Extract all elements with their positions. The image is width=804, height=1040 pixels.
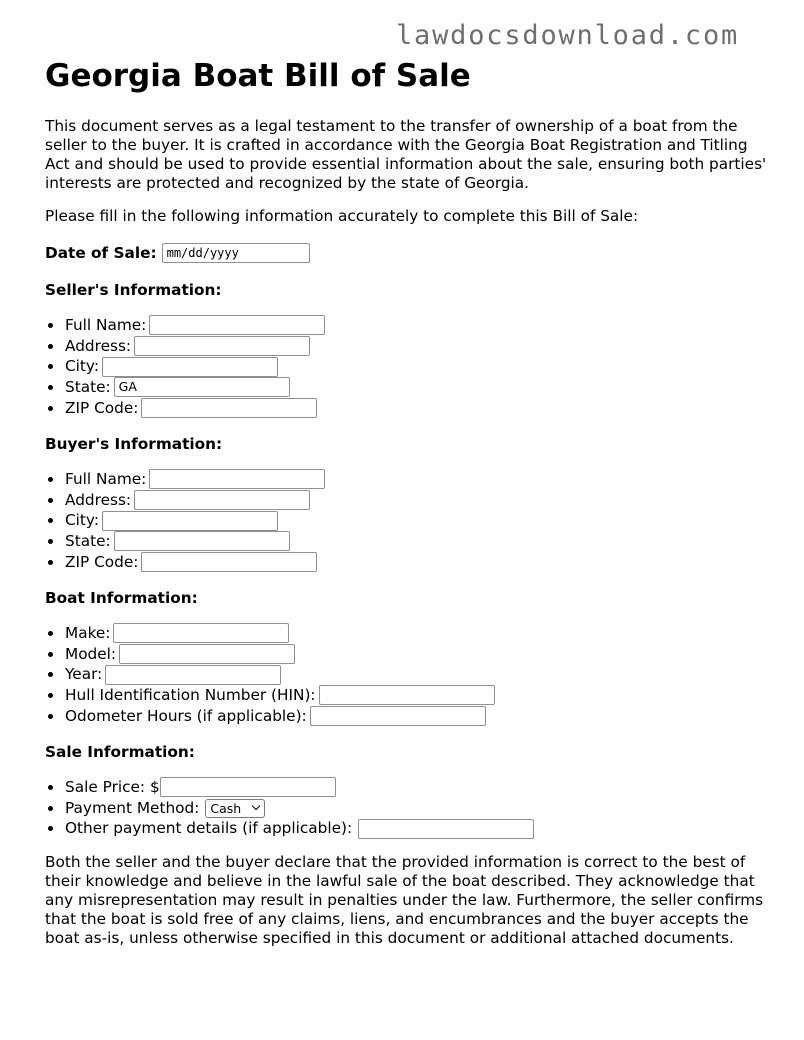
chevron-down-icon [252, 802, 260, 810]
payment-method-item [65, 798, 534, 819]
other-details-item [65, 818, 534, 839]
seller-state-input[interactable]: GA [114, 377, 290, 397]
seller-zip-input[interactable] [141, 398, 317, 418]
buyer-fields [65, 469, 325, 572]
seller-address-item [65, 336, 325, 357]
seller-heading: Seller's Information: [45, 281, 222, 299]
payment-method-label: Payment Method: [65, 798, 200, 817]
buyer-full-name-item [65, 469, 325, 490]
payment-method-value: Cash [210, 800, 242, 816]
seller-city-item [65, 356, 325, 377]
boat-hours-input[interactable] [310, 706, 486, 726]
boat-hin-item [65, 685, 495, 706]
seller-full-name-input[interactable] [149, 315, 325, 335]
buyer-city-label: City: [65, 511, 100, 530]
seller-address-label: Address: [65, 336, 132, 355]
date-of-sale-label: Date of Sale: [45, 243, 157, 262]
intro-paragraph: This document serves as a legal testament to the transfer of ownership of a boat from the seller to the buyer. It is crafted in accordance with the Georgia Boat Registration and Titling Act and should be used to provide essential information about the sale, ensuring both parties' interests are protected and recognized by the state of Georgia. [45, 117, 767, 192]
seller-state-label: State: [65, 377, 111, 396]
seller-address-input[interactable] [134, 336, 310, 356]
boat-fields [65, 623, 495, 726]
sale-price-label: Sale Price: $ [65, 777, 160, 796]
boat-hours-label: Odometer Hours (if applicable): [65, 706, 307, 725]
seller-city-label: City: [65, 357, 100, 376]
sale-heading: Sale Information: [45, 743, 195, 761]
payment-method-select[interactable] [205, 799, 265, 818]
sale-price-item [65, 777, 534, 798]
boat-heading: Boat Information: [45, 589, 198, 607]
buyer-address-input[interactable] [134, 490, 310, 510]
sale-price-input[interactable] [160, 777, 336, 797]
seller-city-input[interactable] [102, 357, 278, 377]
seller-state-item [65, 377, 325, 398]
watermark: lawdocsdownload.com [396, 20, 740, 51]
boat-make-item [65, 623, 495, 644]
seller-fields [65, 315, 325, 418]
boat-year-label: Year: [65, 665, 103, 684]
boat-hours-item [65, 706, 495, 727]
buyer-full-name-input[interactable] [149, 469, 325, 489]
buyer-city-item [65, 510, 325, 531]
boat-year-input[interactable] [105, 665, 281, 685]
boat-make-input[interactable] [113, 623, 289, 643]
buyer-city-input[interactable] [102, 511, 278, 531]
buyer-state-input[interactable] [114, 531, 290, 551]
buyer-heading: Buyer's Information: [45, 435, 223, 453]
sale-fields [65, 777, 534, 839]
boat-model-label: Model: [65, 644, 117, 663]
buyer-zip-input[interactable] [141, 552, 317, 572]
boat-year-item [65, 664, 495, 685]
buyer-zip-label: ZIP Code: [65, 552, 139, 571]
boat-hin-label: Hull Identification Number (HIN): [65, 685, 316, 704]
seller-full-name-label: Full Name: [65, 315, 147, 334]
other-details-input[interactable] [358, 819, 534, 839]
seller-zip-label: ZIP Code: [65, 398, 139, 417]
buyer-zip-item [65, 552, 325, 573]
seller-full-name-item [65, 315, 325, 336]
buyer-address-label: Address: [65, 490, 132, 509]
boat-make-label: Make: [65, 623, 111, 642]
seller-zip-item [65, 398, 325, 419]
buyer-state-item [65, 531, 325, 552]
date-of-sale-row [45, 242, 310, 264]
date-of-sale-input[interactable]: mm/dd/yyyy [162, 243, 310, 263]
page-title: Georgia Boat Bill of Sale [45, 58, 471, 94]
buyer-state-label: State: [65, 531, 111, 550]
buyer-full-name-label: Full Name: [65, 469, 147, 488]
instruction-text: Please fill in the following information accurately to complete this Bill of Sale: [45, 207, 639, 225]
other-details-label: Other payment details (if applicable): [65, 819, 353, 838]
closing-paragraph: Both the seller and the buyer declare that the provided information is correct to the best of their knowledge and believe in the lawful sale of the boat described. They acknowledge that any misrepresentation may result in penalties under the law. Furthermore, the seller confirms that the boat is sold free of any claims, liens, and encumbrances and the buyer accepts the boat as-is, unless otherwise specified in this document or additional attached documents. [45, 853, 764, 947]
boat-hin-input[interactable] [319, 685, 495, 705]
boat-model-input[interactable] [119, 644, 295, 664]
boat-model-item [65, 644, 495, 665]
buyer-address-item [65, 490, 325, 511]
